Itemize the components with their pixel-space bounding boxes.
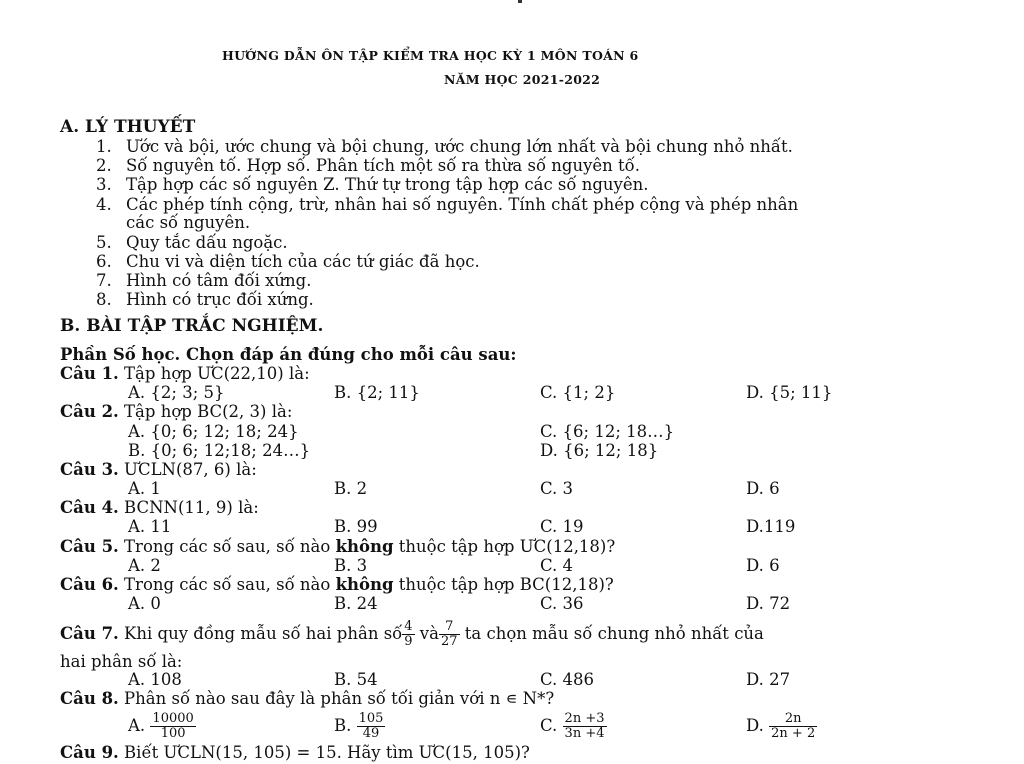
option-d: D. {5; 11}: [746, 383, 833, 402]
question-5: Câu 5. Trong các số sau, số nào không thuộc tập hợp ƯC(12,18)?: [60, 537, 616, 556]
theory-item-num: 2.: [96, 156, 112, 175]
option-b: B. 24: [334, 594, 378, 613]
theory-item-num: 8.: [96, 290, 112, 309]
theory-item-text: Quy tắc dấu ngoặc.: [126, 233, 288, 252]
fraction: $\frac{105}{49}$: [358, 711, 384, 741]
option-b: B. 54: [334, 670, 378, 689]
question-3: Câu 3. ƯCLN(87, 6) là:: [60, 460, 257, 479]
option-d: D. {6; 12; 18}: [540, 441, 659, 460]
question-2: Câu 2. Tập hợp BC(2, 3) là:: [60, 402, 293, 421]
theory-item-text: Hình có trục đối xứng.: [126, 290, 314, 309]
option-a: A. {2; 3; 5}: [128, 383, 225, 402]
option-a: A. 1: [128, 479, 161, 498]
fraction: $\frac{2n}{2n + 2}$: [771, 711, 816, 741]
option-c: C. 3: [540, 479, 574, 498]
option-a: A. {0; 6; 12; 18; 24}: [128, 422, 299, 441]
option-d: D. $\frac{2n}{2n + 2}$: [746, 711, 816, 741]
document-title: HƯỚNG DẪN ÔN TẬP KIỂM TRA HỌC KỲ 1 MÔN TOÁN 6: [222, 48, 639, 63]
question-4: Câu 4. BCNN(11, 9) là:: [60, 498, 259, 517]
option-b: B. 2: [334, 479, 368, 498]
theory-item-num: 7.: [96, 271, 112, 290]
part-heading: Phần Số học. Chọn đáp án đúng cho mỗi câu sau:: [60, 345, 517, 364]
question-8: Câu 8. Phân số nào sau đây là phân số tối giản với n ∊ N*?: [60, 689, 555, 708]
page-top-mark: [518, 0, 522, 3]
option-b: B. {0; 6; 12;18; 24…}: [128, 441, 311, 460]
school-year: NĂM HỌC 2021-2022: [444, 72, 601, 87]
option-d: D. 72: [746, 594, 791, 613]
option-d: D. 6: [746, 556, 780, 575]
theory-item-text: Số nguyên tố. Hợp số. Phân tích một số ra thừa số nguyên tố.: [126, 156, 641, 175]
option-a: A. 0: [128, 594, 161, 613]
theory-item-num: 3.: [96, 175, 112, 194]
question-1: Câu 1. Tập hợp ƯC(22,10) là:: [60, 364, 310, 383]
option-a: A. 11: [128, 517, 172, 536]
option-b: B. $\frac{105}{49}$: [334, 711, 384, 741]
option-a: A. 108: [128, 670, 182, 689]
question-6: Câu 6. Trong các số sau, số nào không thuộc tập hợp BC(12,18)?: [60, 575, 614, 594]
theory-item-text: Chu vi và diện tích của các tứ giác đã học.: [126, 252, 480, 271]
theory-item-num: 5.: [96, 233, 112, 252]
fraction: $\frac{4}{9}$: [404, 619, 413, 649]
option-c: C. 4: [540, 556, 574, 575]
option-c: C. 19: [540, 517, 584, 536]
option-c: C. 486: [540, 670, 595, 689]
theory-item-text: Các phép tính cộng, trừ, nhân hai số nguyên. Tính chất phép cộng và phép nhân: [126, 195, 799, 214]
option-c: C. $\frac{2n +3}{3n +4}$: [540, 711, 605, 741]
question-7-cont: hai phân số là:: [60, 652, 183, 671]
theory-item-text: Hình có tâm đối xứng.: [126, 271, 312, 290]
option-c: C. {6; 12; 18…}: [540, 422, 675, 441]
question-9: Câu 9. Biết ƯCLN(15, 105) = 15. Hãy tìm ƯC(15, 105)?: [60, 743, 530, 762]
option-d: D. 27: [746, 670, 791, 689]
option-c: C. 36: [540, 594, 584, 613]
option-b: B. {2; 11}: [334, 383, 420, 402]
fraction: $\frac{2n +3}{3n +4}$: [564, 711, 605, 741]
option-b: B. 3: [334, 556, 368, 575]
theory-item-num: 6.: [96, 252, 112, 271]
theory-item-text: Tập hợp các số nguyên Z. Thứ tự trong tập hợp các số nguyên.: [126, 175, 649, 194]
question-7: Câu 7. Khi quy đồng mẫu số hai phân số $\frac{4}{9}$ và $\frac{7}{27}$ ta chọn mẫu số chung nhỏ nhất của: [60, 619, 764, 649]
option-a: A. 2: [128, 556, 161, 575]
exercises-heading: B. BÀI TẬP TRẮC NGHIỆM.: [60, 316, 324, 336]
theory-item-num: 1.: [96, 137, 112, 156]
option-c: C. {1; 2}: [540, 383, 616, 402]
option-d: D. 6: [746, 479, 780, 498]
theory-item-text-cont: các số nguyên.: [126, 213, 251, 232]
option-b: B. 99: [334, 517, 378, 536]
fraction: $\frac{7}{27}$: [440, 619, 458, 649]
option-a: A. $\frac{10000}{100}$: [128, 711, 194, 741]
fraction: $\frac{10000}{100}$: [152, 711, 194, 741]
option-d: D.119: [746, 517, 796, 536]
theory-item-text: Ước và bội, ước chung và bội chung, ước chung lớn nhất và bội chung nhỏ nhất.: [126, 137, 793, 156]
theory-item-num: 4.: [96, 195, 112, 214]
theory-heading: A. LÝ THUYẾT: [60, 117, 196, 137]
